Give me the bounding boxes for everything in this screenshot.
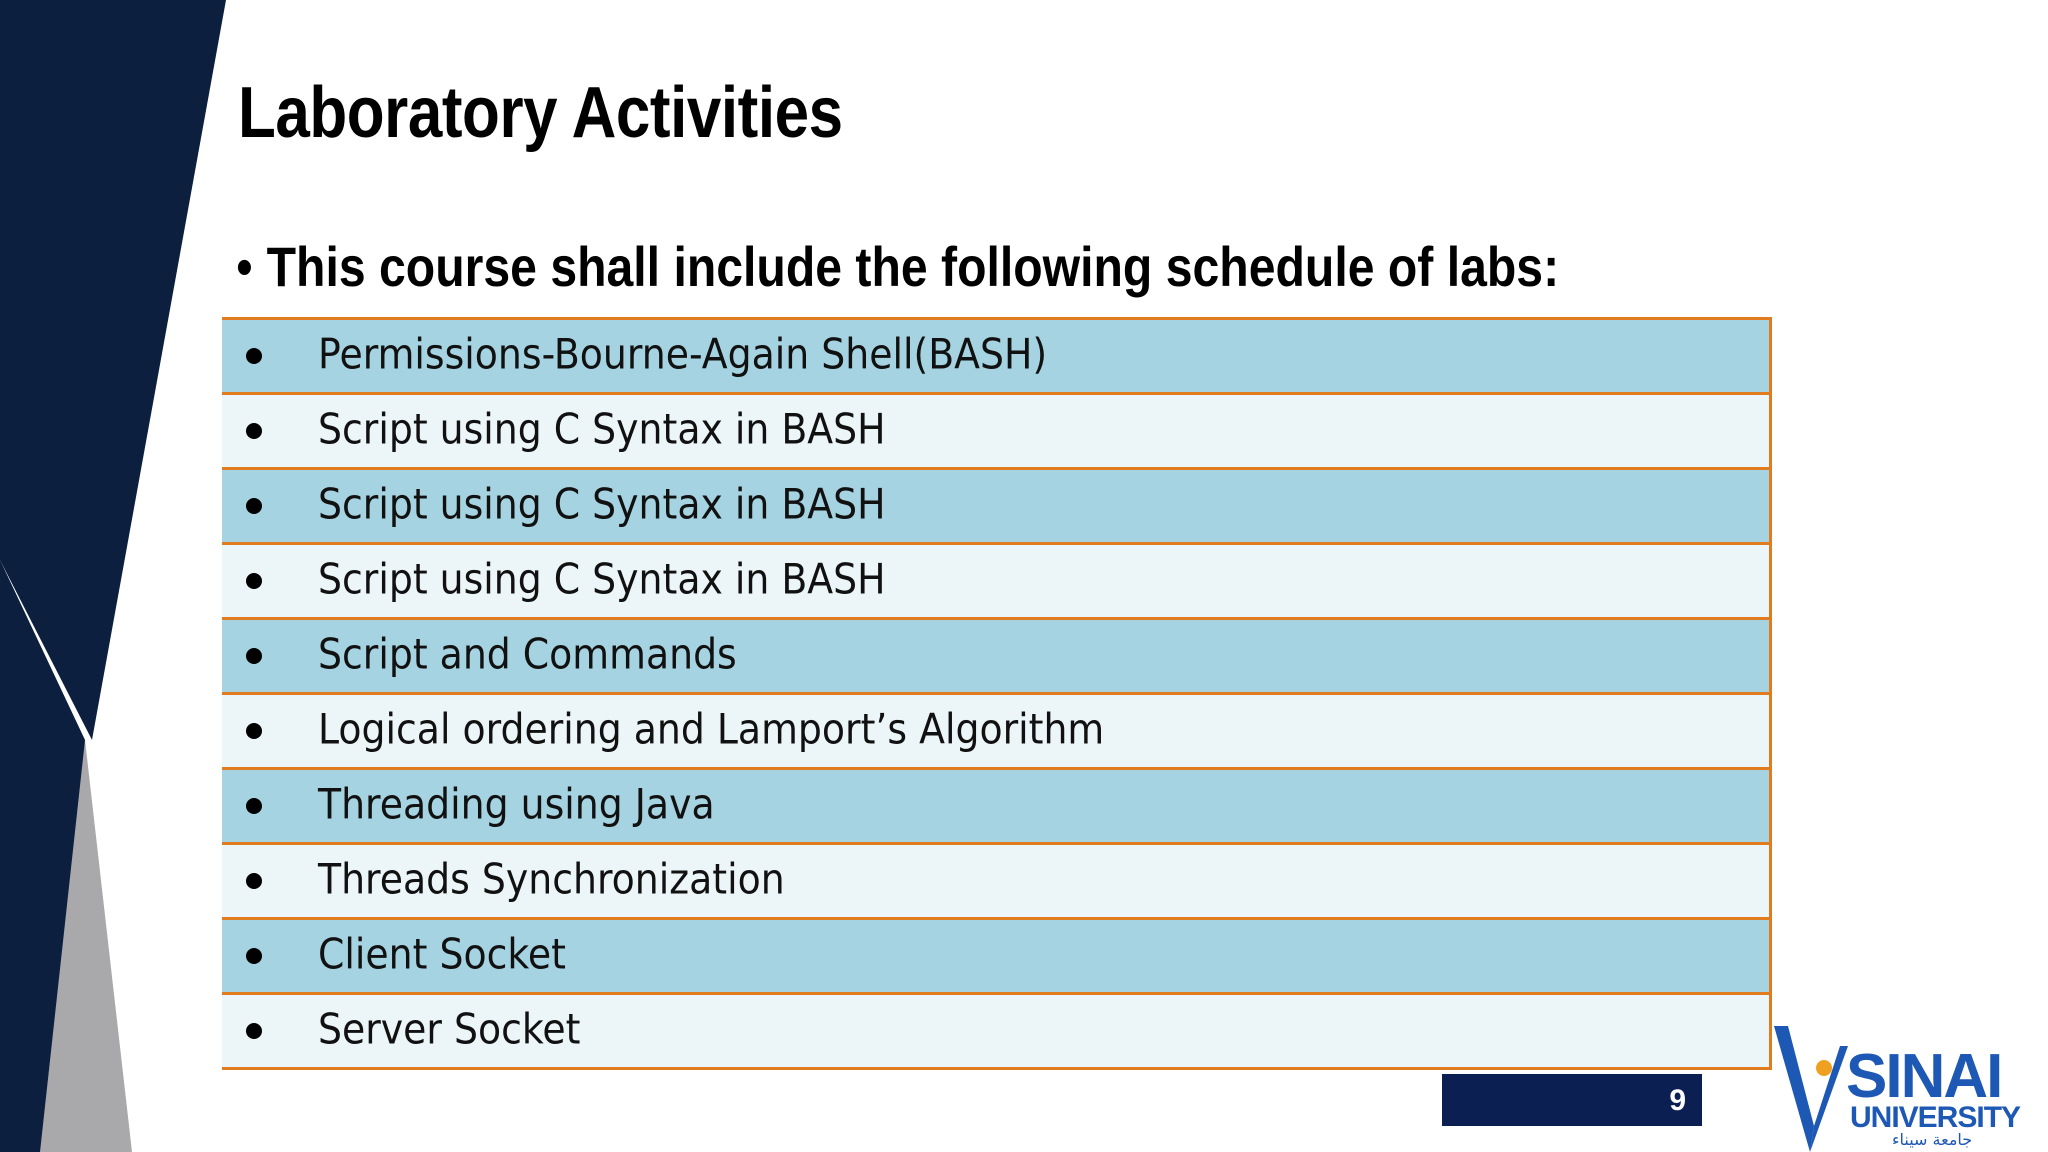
lab-row bbox=[222, 995, 1772, 1070]
lab-title: Threads Synchronization bbox=[318, 854, 785, 904]
lab-title: Client Socket bbox=[318, 929, 566, 979]
logo-subtext: UNIVERSITY bbox=[1850, 1101, 2021, 1134]
lab-row bbox=[222, 920, 1772, 995]
bullet-icon bbox=[246, 648, 262, 664]
lab-title: Threading using Java bbox=[318, 779, 715, 829]
subtitle-text: This course shall include the following schedule of labs: bbox=[266, 235, 1560, 298]
navy-band bbox=[0, 0, 226, 740]
subtitle-bullet: • bbox=[236, 235, 253, 298]
lab-row bbox=[222, 320, 1772, 395]
lab-row bbox=[222, 470, 1772, 545]
lab-row bbox=[222, 545, 1772, 620]
bullet-icon bbox=[246, 1023, 262, 1039]
lab-row bbox=[222, 770, 1772, 845]
slide-title: Laboratory Activities bbox=[238, 73, 843, 153]
slide-subtitle bbox=[236, 234, 1559, 299]
lab-row bbox=[222, 395, 1772, 470]
bullet-icon bbox=[246, 498, 262, 514]
lab-title: Server Socket bbox=[318, 1004, 581, 1054]
logo-v-shape bbox=[1774, 1026, 1814, 1152]
bullet-icon bbox=[246, 948, 262, 964]
bullet-icon bbox=[246, 873, 262, 889]
page-number: 9 bbox=[1669, 1084, 1686, 1117]
lab-row bbox=[222, 620, 1772, 695]
page-number-box bbox=[1442, 1074, 1702, 1126]
bullet-icon bbox=[246, 798, 262, 814]
lab-title: Script using C Syntax in BASH bbox=[318, 404, 886, 454]
labs-table bbox=[222, 317, 1772, 1070]
lab-title: Script using C Syntax in BASH bbox=[318, 554, 886, 604]
logo-text: SINAI bbox=[1846, 1042, 2002, 1111]
bullet-icon bbox=[246, 348, 262, 364]
lab-row bbox=[222, 695, 1772, 770]
bullet-icon bbox=[246, 723, 262, 739]
lab-title: Script using C Syntax in BASH bbox=[318, 479, 886, 529]
lab-title: Logical ordering and Lamport’s Algorithm bbox=[318, 704, 1105, 754]
bullet-icon bbox=[246, 423, 262, 439]
bullet-icon bbox=[246, 573, 262, 589]
lab-title: Permissions-Bourne-Again Shell(BASH) bbox=[318, 329, 1048, 379]
logo-arabic-text: جامعة سيناء bbox=[1892, 1130, 1973, 1149]
lab-row bbox=[222, 845, 1772, 920]
lab-title: Script and Commands bbox=[318, 629, 737, 679]
logo-orange-dot bbox=[1816, 1060, 1832, 1076]
left-decoration bbox=[0, 0, 240, 1152]
